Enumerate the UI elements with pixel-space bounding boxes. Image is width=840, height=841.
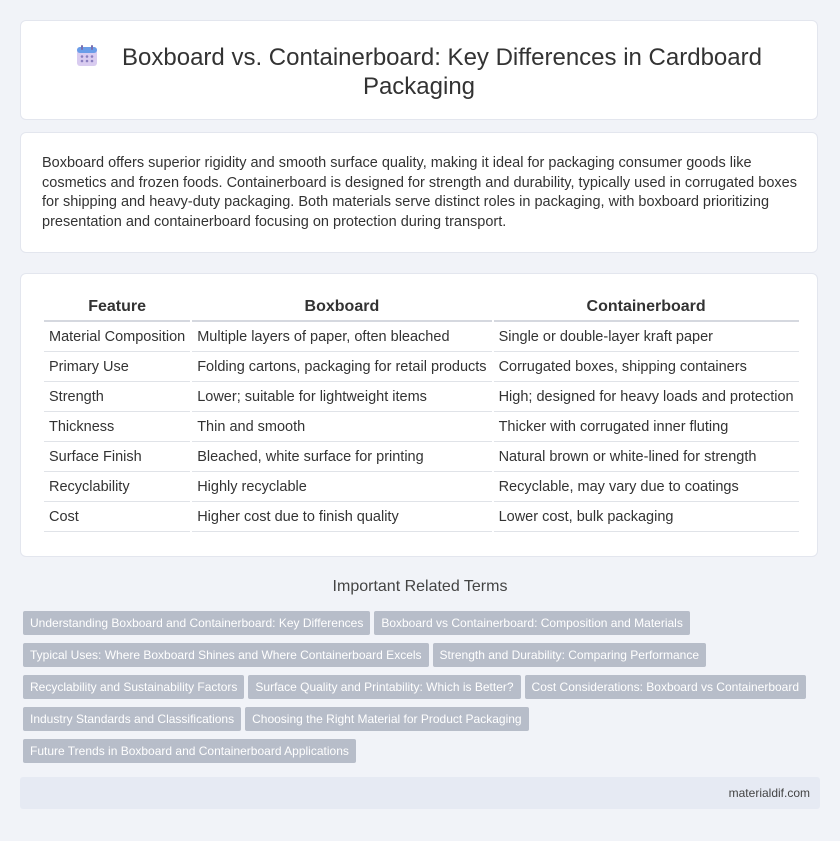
containerboard-cell: Lower cost, bulk packaging: [494, 502, 799, 532]
header-containerboard: Containerboard: [494, 294, 799, 322]
page-title: [21, 43, 817, 101]
containerboard-cell: Recyclable, may vary due to coatings: [494, 472, 799, 502]
related-terms-list: [23, 611, 823, 771]
feature-cell: Recyclability: [44, 472, 190, 502]
related-term-tag[interactable]: Boxboard vs Containerboard: Composition and Materials: [374, 611, 690, 635]
table-row: [44, 412, 799, 442]
related-term-tag[interactable]: Future Trends in Boxboard and Containerboard Applications: [23, 739, 356, 763]
containerboard-cell: Corrugated boxes, shipping containers: [494, 352, 799, 382]
header-feature: Feature: [44, 294, 190, 322]
table-row: [44, 382, 799, 412]
related-term-tag[interactable]: Recyclability and Sustainability Factors: [23, 675, 244, 699]
related-term-tag[interactable]: Understanding Boxboard and Containerboard: Key Differences: [23, 611, 370, 635]
table-row: [44, 442, 799, 472]
containerboard-cell: High; designed for heavy loads and protection: [494, 382, 799, 412]
boxboard-cell: Multiple layers of paper, often bleached: [192, 322, 491, 352]
comparison-table: [42, 294, 801, 532]
table-row: [44, 502, 799, 532]
table-row: [44, 472, 799, 502]
boxboard-cell: Folding cartons, packaging for retail products: [192, 352, 491, 382]
containerboard-cell: Natural brown or white-lined for strength: [494, 442, 799, 472]
table-header-row: [44, 294, 799, 322]
feature-cell: Strength: [44, 382, 190, 412]
related-term-tag[interactable]: Industry Standards and Classifications: [23, 707, 241, 731]
feature-cell: Cost: [44, 502, 190, 532]
related-terms-title: Important Related Terms: [332, 578, 508, 595]
table-row: [44, 352, 799, 382]
related-term-tag[interactable]: Cost Considerations: Boxboard vs Containerboard: [525, 675, 806, 699]
intro-card: [20, 132, 818, 253]
footer-site[interactable]: materialdif.com: [728, 786, 810, 800]
feature-cell: Surface Finish: [44, 442, 190, 472]
feature-cell: Thickness: [44, 412, 190, 442]
calendar-icon: [76, 44, 98, 68]
related-term-tag[interactable]: Choosing the Right Material for Product Packaging: [245, 707, 528, 731]
boxboard-cell: Bleached, white surface for printing: [192, 442, 491, 472]
boxboard-cell: Highly recyclable: [192, 472, 491, 502]
header-boxboard: Boxboard: [192, 294, 491, 322]
related-term-tag[interactable]: Surface Quality and Printability: Which is Better?: [248, 675, 520, 699]
feature-cell: Primary Use: [44, 352, 190, 382]
comparison-card: [20, 273, 818, 557]
related-term-tag[interactable]: Strength and Durability: Comparing Performance: [433, 643, 706, 667]
boxboard-cell: Lower; suitable for lightweight items: [192, 382, 491, 412]
intro-paragraph: Boxboard offers superior rigidity and smooth surface quality, making it ideal for packaging consumer goods like cosmetics and frozen foods. Containerboard is designed for strength and durability, typically used in corrugated boxes for shipping and heavy-duty packaging. Both materials serve distinct roles in packaging, with boxboard prioritizing presentation and containerboard focusing on protection during transport.: [42, 155, 797, 230]
page-title-text: Boxboard vs. Containerboard: Key Differences in Cardboard Packaging: [122, 44, 762, 100]
footer: [20, 777, 820, 809]
table-row: [44, 322, 799, 352]
boxboard-cell: Higher cost due to finish quality: [192, 502, 491, 532]
containerboard-cell: Single or double-layer kraft paper: [494, 322, 799, 352]
feature-cell: Material Composition: [44, 322, 190, 352]
related-term-tag[interactable]: Typical Uses: Where Boxboard Shines and Where Containerboard Excels: [23, 643, 429, 667]
header-card: [20, 20, 818, 120]
containerboard-cell: Thicker with corrugated inner fluting: [494, 412, 799, 442]
boxboard-cell: Thin and smooth: [192, 412, 491, 442]
